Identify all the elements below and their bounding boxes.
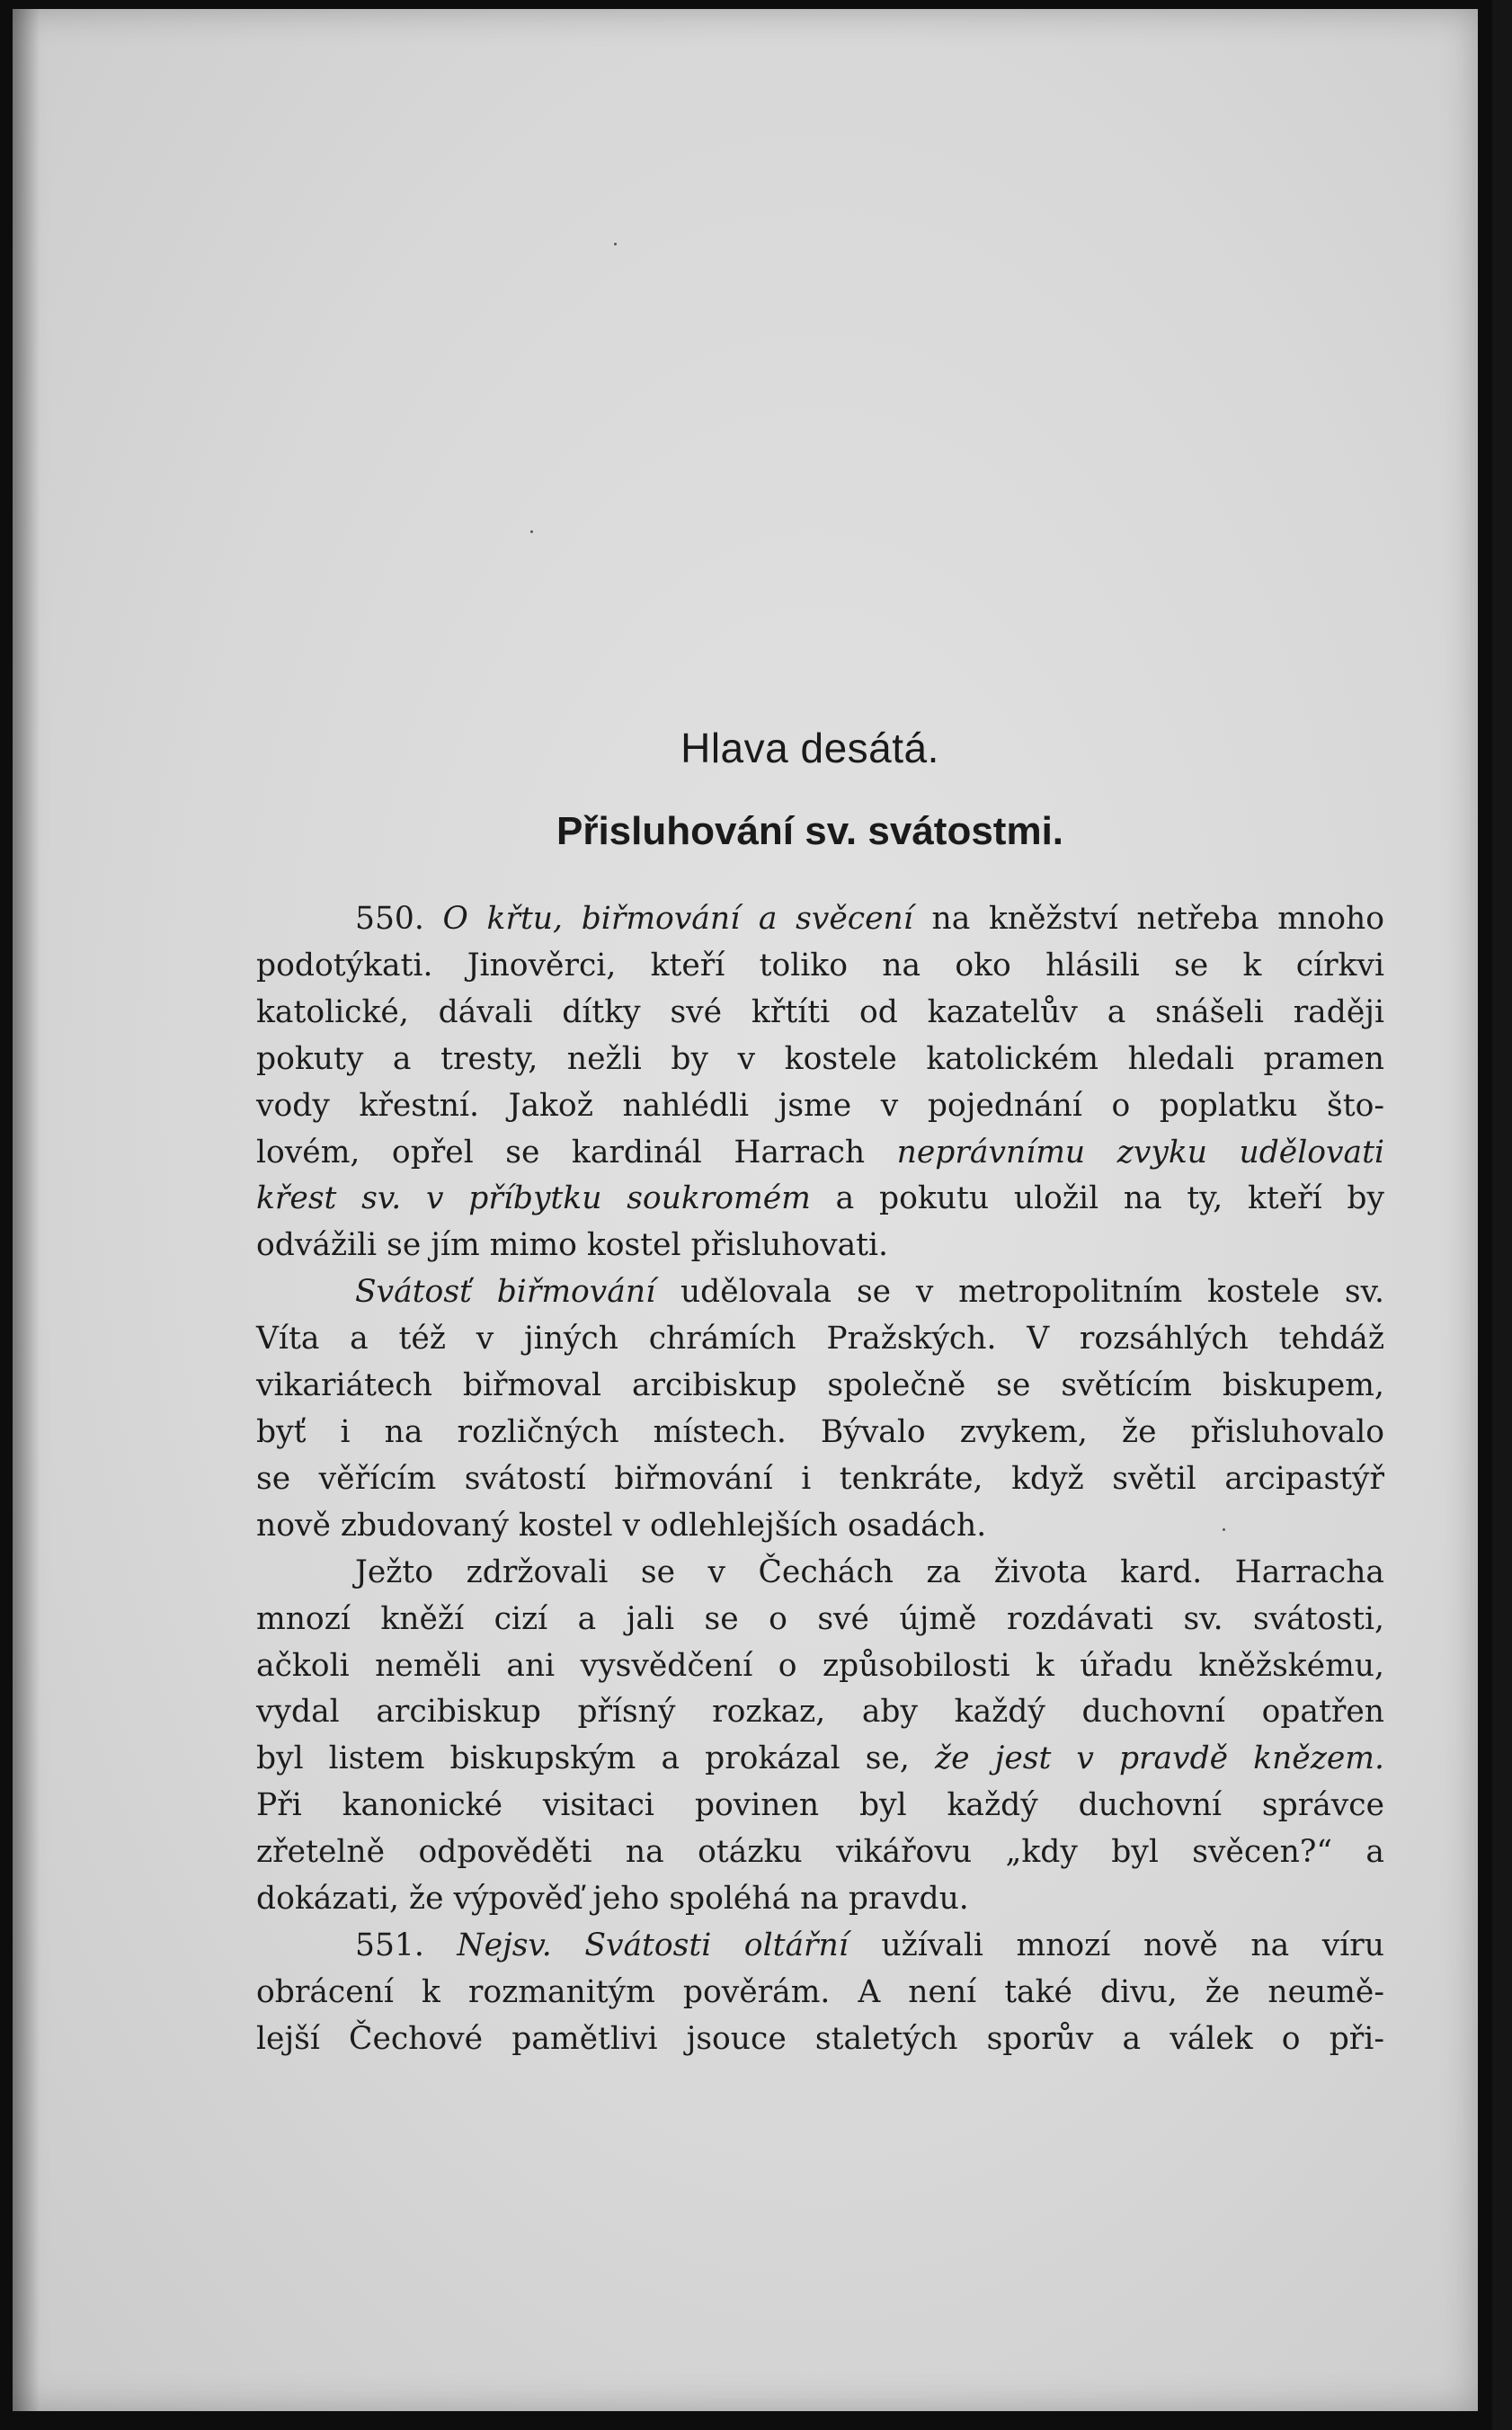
text-line: katolické, dávali dítky své křtíti od kazatelův a snášeli raději (256, 993, 1384, 1030)
text-line: dokázati, že výpověď jeho spoléhá na pravdu. (256, 1881, 969, 1918)
text-line: Ježto zdržovali se v Čechách za života kard. Harracha (355, 1553, 1384, 1590)
text-line: podotýkati. Jinověrci, kteří toliko na oko hlásili se k církvi (256, 947, 1384, 984)
text-line: Víta a též v jiných chrámích Pražských. V rozsáhlých tehdáž (256, 1321, 1384, 1357)
text-line: vydal arcibiskup přísný rozkaz, aby každý duchovní opatřen (256, 1694, 1384, 1731)
body-text (256, 896, 1384, 2063)
text-line: ačkoli neměli ani vysvědčení o způsobilosti k úřadu kněžskému, (256, 1647, 1384, 1684)
text-line: se věřícím svátostí biřmování i tenkráte, když světil arcipastýř (256, 1460, 1384, 1497)
text-line: vody křestní. Jakož nahlédli jsme v pojednání o poplatku što- (256, 1087, 1384, 1124)
text-line: byl listem biskupským a prokázal se, že jest v pravdě knězem. (256, 1740, 1384, 1777)
chapter-heading: Hlava desátá. (680, 725, 939, 771)
text-line: nově zbudovaný kostel v odlehlejších osadách. (256, 1507, 987, 1544)
paragraph-550-baptism (256, 896, 1384, 1269)
text-line: 550. O křtu, biřmování a svěcení na kněžství netřeba mnoho (355, 901, 1384, 937)
section-heading: Přisluhování sv. svátostmi. (556, 809, 1064, 853)
text-line: křest sv. v příbytku soukromém a pokutu uložil na ty, kteří by (256, 1180, 1384, 1217)
page-edge-shadow (1492, 0, 1512, 2430)
text-line: zřetelně odpověděti na otázku vikářovu „kdy byl svěcen?“ a (256, 1834, 1384, 1871)
paper-speck (614, 243, 617, 245)
text-line: vikariátech biřmoval arcibiskup společně se světícím biskupem, (256, 1367, 1384, 1404)
text-line: pokuty a tresty, nežli by v kostele katolickém hledali pramen (256, 1040, 1384, 1077)
paper-speck (530, 530, 533, 533)
text-line: mnozí kněží cizí a jali se o své újmě rozdávati sv. svátosti, (256, 1600, 1384, 1637)
text-line: byť i na rozličných místech. Bývalo zvykem, že přisluhovalo (256, 1413, 1384, 1450)
text-line: Při kanonické visitaci povinen byl každý duchovní správce (256, 1787, 1384, 1824)
text-line: obrácení k rozmanitým pověrám. A není také divu, že neumě- (256, 1973, 1384, 2010)
paragraph-confirmation (256, 1269, 1384, 1549)
paragraph-foreign-priests (256, 1550, 1384, 1923)
text-line: lejší Čechové pamětlivi jsouce staletých sporův a válek o při- (256, 2020, 1384, 2057)
paragraph-551-eucharist (256, 1923, 1384, 2063)
text-line: Svátosť biřmování udělovala se v metropolitním kostele sv. (355, 1274, 1384, 1311)
text-line: lovém, opřel se kardinál Harrach neprávnímu zvyku udělovati (256, 1134, 1384, 1170)
text-line: odvážili se jím mimo kostel přisluhovati. (256, 1227, 889, 1264)
text-line: 551. Nejsv. Svátosti oltářní užívali mnozí nově na víru (355, 1927, 1384, 1963)
